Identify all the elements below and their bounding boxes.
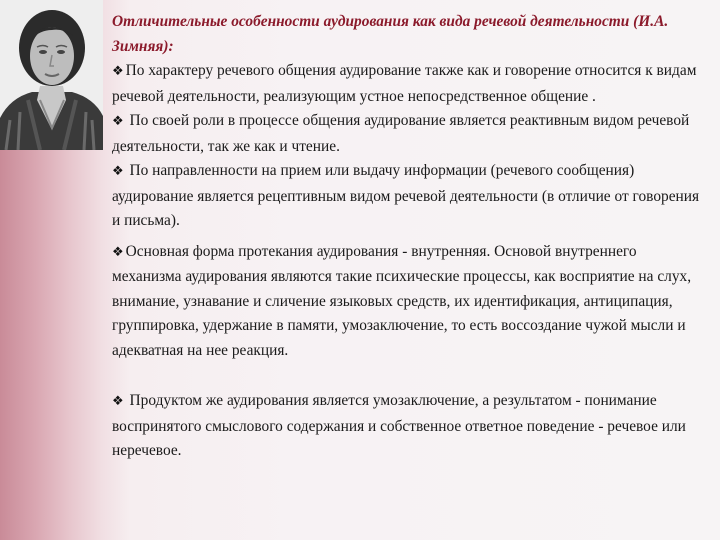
diamond-bullet-icon: ❖ — [112, 394, 124, 409]
paragraph-role — [112, 109, 704, 159]
paragraph-character — [112, 59, 704, 109]
paragraph-text: Основная форма протекания аудирования - внутренняя. Основой внутреннего механизма аудирования являются такие психические процессы, как восприятие на слух, внимание, узнавание и сличение языковых средств, их идентификация, антиципация, группировка, удержание в памяти, умозаключение, то есть воссоздание чужой мысли и адекватная на нее реакция. — [112, 242, 692, 359]
diamond-bullet-icon: ❖ — [112, 244, 124, 260]
slide-content — [112, 10, 704, 464]
slide-title: Отличительные особенности аудирования как вида речевой деятельности (И.А. Зимняя): — [112, 13, 669, 55]
paragraph-product — [112, 389, 704, 464]
paragraph-direction — [112, 159, 704, 234]
diamond-bullet-icon: ❖ — [112, 64, 124, 79]
paragraph-text: По направленности на прием или выдачу информации (речевого сообщения) аудирование является рецептивным видом речевой деятельности (в отличие от говорения и письма). — [112, 162, 700, 229]
paragraph-internal-form — [112, 240, 704, 364]
diamond-bullet-icon: ❖ — [112, 164, 124, 179]
paragraph-text: По характеру речевого общения аудирование также как и говорение относится к видам речевой деятельности, реализующим устное непосредственное общение . — [112, 62, 697, 105]
author-portrait — [0, 0, 103, 150]
portrait-photo — [0, 0, 103, 150]
paragraph-text: По своей роли в процессе общения аудирование является реактивным видом речевой деятельности, так же как и чтение. — [112, 112, 690, 155]
diamond-bullet-icon: ❖ — [112, 114, 124, 129]
paragraph-text: Продуктом же аудирования является умозаключение, а результатом - понимание воспринятого смыслового содержания и собственное ответное поведение - речевое или неречевое. — [112, 392, 686, 459]
